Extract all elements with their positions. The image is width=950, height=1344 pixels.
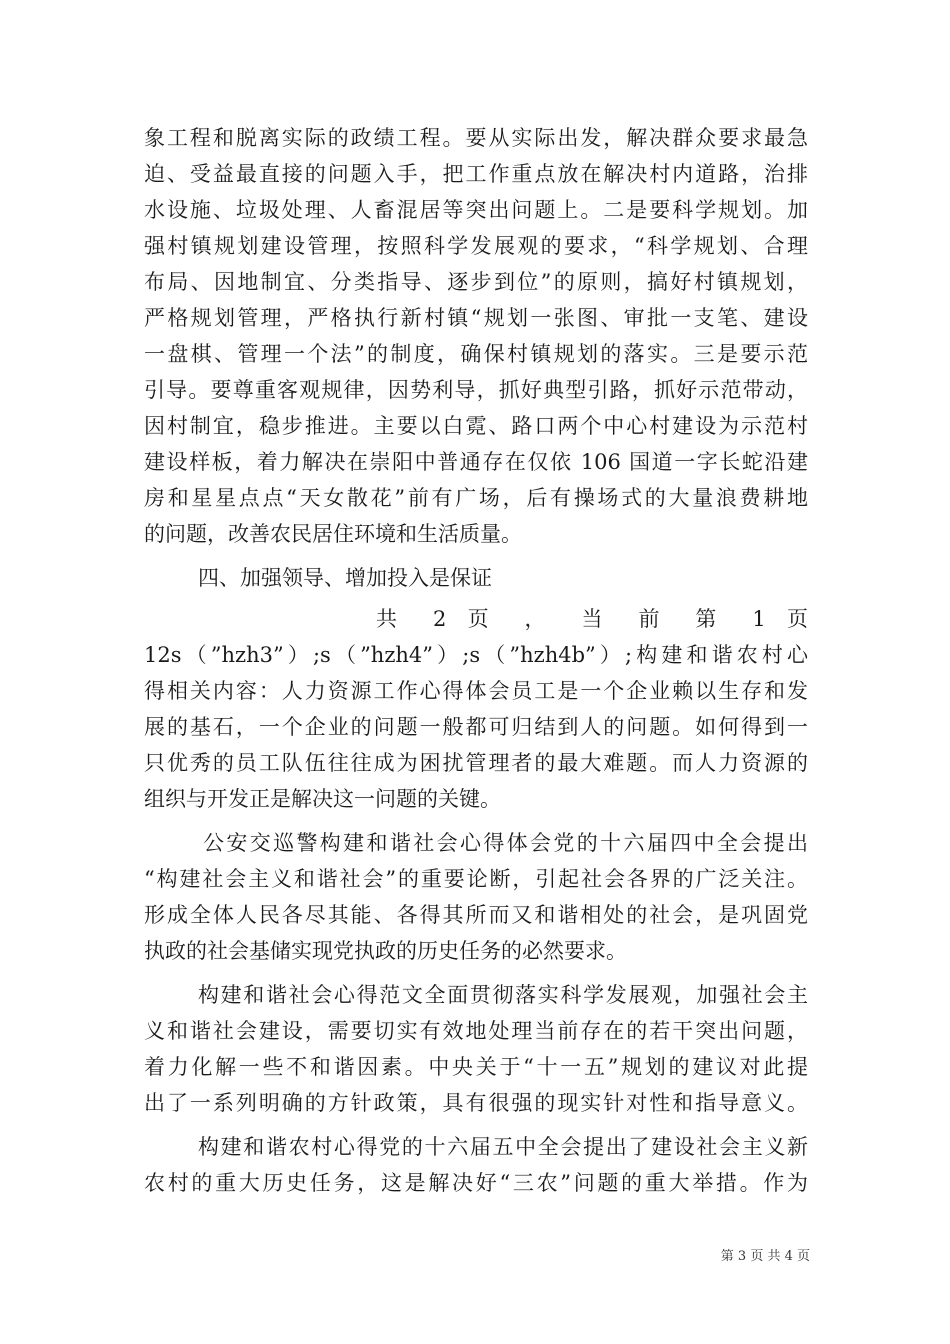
text-line: 得相关内容：人力资源工作心得体会员工是一个企业赖以生存和发: [144, 679, 808, 703]
text-line: 形成全体人民各尽其能、各得其所而又和谐相处的社会，是巩固党: [144, 903, 808, 927]
text-line: 只优秀的员工队伍往往成为困扰管理者的最大难题。而人力资源的: [144, 751, 808, 775]
page-number-footer: 第 3 页 共 4 页: [720, 1249, 810, 1264]
section-heading: 四、加强领导、增加投入是保证: [198, 566, 492, 590]
text-line: 一盘棋、管理一个法”的制度，确保村镇规划的落实。三是要示范: [144, 342, 808, 366]
text-line: 象工程和脱离实际的政绩工程。要从实际出发，解决群众要求最急: [144, 126, 808, 150]
text-line: 严格规划管理，严格执行新村镇“规划一张图、审批一支笔、建设: [144, 306, 808, 330]
paragraph-first-line: 构建和谐社会心得范文全面贯彻落实科学发展观，加强社会主: [198, 983, 808, 1007]
text-line: “构建社会主义和谐社会”的重要论断，引起社会各界的广泛关注。: [144, 867, 808, 891]
text-line: 展的基石，一个企业的问题一般都可归结到人的问题。如何得到一: [144, 715, 808, 739]
text-line: 农村的重大历史任务，这是解决好“三农”问题的重大举措。作为: [144, 1171, 808, 1195]
text-line: 迫、受益最直接的问题入手，把工作重点放在解决村内道路，治排: [144, 162, 808, 186]
text-line: 的问题，改善农民居住环境和生活质量。: [144, 522, 522, 546]
paragraph-first-line: 构建和谐农村心得党的十六届五中全会提出了建设社会主义新: [198, 1135, 808, 1159]
text-line: 强村镇规划建设管理，按照科学发展观的要求，“科学规划、合理: [144, 234, 808, 258]
text-line: 出了一系列明确的方针政策，具有很强的现实针对性和指导意义。: [144, 1091, 808, 1115]
text-line: 组织与开发正是解决这一问题的关键。: [144, 787, 501, 811]
text-line: 因村制宜，稳步推进。主要以白霓、路口两个中心村建设为示范村: [144, 414, 808, 438]
text-line: 水设施、垃圾处理、人畜混居等突出问题上。二是要科学规划。加: [144, 198, 808, 222]
text-line: 着力化解一些不和谐因素。中央关于“十一五”规划的建议对此提: [144, 1055, 808, 1079]
text-line: 房和星星点点“天女散花”前有广场，后有操场式的大量浪费耕地: [144, 486, 808, 510]
text-line: 建设样板，着力解决在崇阳中普通存在仅依 106 国道一字长蛇沿建: [144, 450, 808, 474]
text-line: 布局、因地制宜、分类指导、逐步到位”的原则，搞好村镇规划，: [144, 270, 808, 294]
text-line: 12s（”hzh3”）;s（”hzh4”）;s（”hzh4b”）;构建和谐农村心: [144, 643, 808, 667]
text-line: 执政的社会基储实现党执政的历史任务的必然要求。: [144, 939, 627, 963]
paragraph-first-line: 公安交巡警构建和谐社会心得体会党的十六届四中全会提出: [203, 831, 808, 855]
page-indicator: 共 2 页 ， 当 前 第 1 页: [376, 607, 808, 631]
text-line: 引导。要尊重客观规律，因势利导，抓好典型引路，抓好示范带动，: [144, 378, 808, 402]
text-line: 义和谐社会建设，需要切实有效地处理当前存在的若干突出问题，: [144, 1019, 808, 1043]
